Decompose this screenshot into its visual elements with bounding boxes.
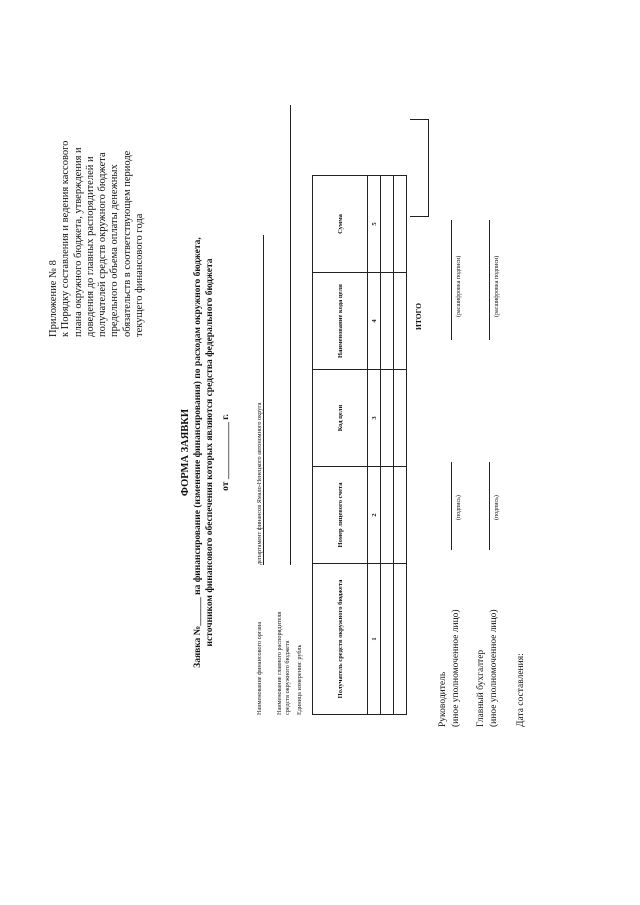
table-cell [381,467,394,564]
table-cell [394,370,407,467]
gr-label-line2: средств окружного бюджета [284,640,291,715]
fin-organ-text: департамент финансов Ямало-Ненецкого автономного округа [256,402,263,565]
head-sign-caption: (подпись) [456,495,462,520]
accountant-sign-caption: (подпись) [494,495,500,520]
col-number: 1 [368,564,381,715]
col-number: 3 [368,370,381,467]
appendix-line: Приложение № 8 [48,260,59,337]
col-number: 4 [368,273,381,370]
date-line: от ____________ г. [221,414,231,491]
fin-organ-value [256,235,264,565]
appendix-line: предельного объема оплаты денежных [109,164,121,337]
gr-label-line1: Наименование главного распорядителя [276,611,283,715]
source-line: источником финансового обеспечения которых являются средства федерального бюджета [205,258,215,647]
col-number: 5 [368,176,381,273]
table-cell [381,273,394,370]
col-header-account: Номер лицевого счета [313,467,368,564]
table-header-row [313,176,368,715]
unit-label: Единица измерения: рубль [296,644,303,715]
appendix-note [48,37,146,337]
table-cell [394,467,407,564]
table-cell [394,273,407,370]
total-label: ИТОГО [414,303,423,330]
total-sum-cell [410,119,429,217]
table-cell [394,564,407,715]
appendix-line: доведения до главных распорядителей и [84,156,96,337]
head-sublabel: (иное уполномоченное лицо) [451,609,461,727]
col-number: 2 [368,467,381,564]
accountant-decode-line [489,220,490,340]
col-header-code: Код цели [313,370,368,467]
table-cell [381,370,394,467]
table-number-row [368,176,381,715]
table-row [394,176,407,715]
head-sign-line [451,462,452,550]
appendix-line: плана окружного бюджета, утверждения и [72,147,84,337]
head-label: Руководитель [438,671,448,727]
head-decode-caption: (расшифровка подписи) [456,255,462,317]
request-line: Заявка №______ на финансирование (изменение финансирования) по расходам окружного бюджета, [193,237,203,668]
table-row [381,176,394,715]
date-compiled-label: Дата составления: [516,653,526,727]
appendix-line: текущего финансового года [134,213,146,337]
accountant-sign-line [489,462,490,550]
table-cell [394,176,407,273]
fin-organ-label: Наименование финансового органа [256,621,263,715]
col-header-sum: Сумма [313,176,368,273]
col-header-recipient: Получатель средств окружного бюджета [313,564,368,715]
col-header-code-name: Наименование кода цели [313,273,368,370]
table-cell [381,176,394,273]
accountant-sublabel: (иное уполномоченное лицо) [489,609,499,727]
appendix-line: к Порядку составления и ведения кассового [60,140,72,337]
head-decode-line [451,220,452,340]
form-title: ФОРМА ЗАЯВКИ [180,408,191,497]
appendix-line: получателей средств окружного бюджета [97,152,109,337]
appendix-line: обязательств в соответствующем периоде [121,150,133,337]
gr-value-line [290,105,291,565]
accountant-decode-caption: (расшифровка подписи) [494,255,500,317]
accountant-label: Главный бухгалтер [476,649,486,727]
request-table [312,175,407,715]
table-cell [381,564,394,715]
